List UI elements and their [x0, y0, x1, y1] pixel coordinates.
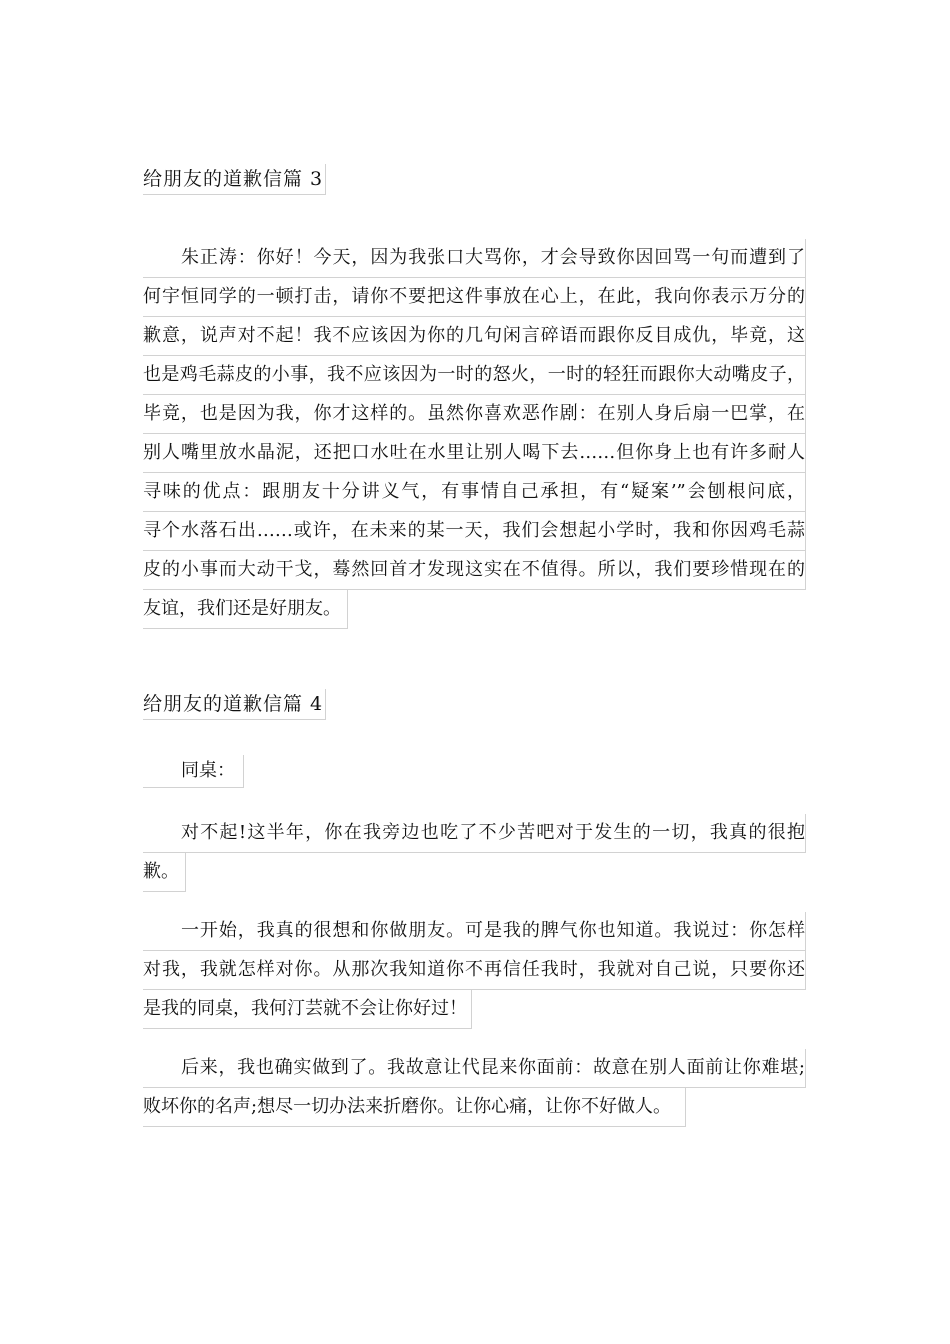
text-line: 友谊，我们还是好朋友。 [143, 590, 348, 629]
text-line: 也是鸡毛蒜皮的小事，我不应该因为一时的怒火，一时的轻狂而跟你大动嘴皮子， [143, 356, 806, 395]
text-line: 对我，我就怎样对你。从那次我知道你不再信任我时，我就对自己说，只要你还 [143, 951, 806, 990]
text-line: 对不起!这半年，你在我旁边也吃了不少苦吧对于发生的一切，我真的很抱 [143, 814, 806, 853]
text-line: 朱正涛：你好！今天，因为我张口大骂你，才会导致你因回骂一句而遭到了 [143, 239, 806, 278]
text-line: 歉。 [143, 853, 186, 892]
text-line: 皮的小事而大动干戈，蓦然回首才发现这实在不值得。所以，我们要珍惜现在的 [143, 551, 806, 590]
text-line: 别人嘴里放水晶泥，还把口水吐在水里让别人喝下去……但你身上也有许多耐人 [143, 434, 806, 473]
text-line: 寻味的优点：跟朋友十分讲义气，有事情自己承担，有“疑案’”会刨根问底， [143, 473, 806, 512]
text-line: 歉意，说声对不起！我不应该因为你的几句闲言碎语而跟你反目成仇，毕竟，这 [143, 317, 806, 356]
text-line: 一开始，我真的很想和你做朋友。可是我的脾气你也知道。我说过：你怎样 [143, 912, 806, 951]
text-line: 何宇恒同学的一顿打击，请你不要把这件事放在心上，在此，我向你表示万分的 [143, 278, 806, 317]
text-line: 败坏你的名声;想尽一切办法来折磨你。让你心痛，让你不好做人。 [143, 1088, 686, 1127]
section-heading: 给朋友的道歉信篇 4 [143, 689, 326, 720]
text-line: 寻个水落石出……或许，在未来的某一天，我们会想起小学时，我和你因鸡毛蒜 [143, 512, 806, 551]
section-heading: 给朋友的道歉信篇 3 [143, 164, 326, 195]
text-line: 毕竟，也是因为我，你才这样的。虽然你喜欢恶作剧：在别人身后扇一巴掌，在 [143, 395, 806, 434]
text-line: 后来，我也确实做到了。我故意让代昆来你面前：故意在别人面前让你难堪; [143, 1049, 806, 1088]
text-line: 是我的同桌，我何汀芸就不会让你好过！ [143, 990, 472, 1029]
text-line: 同桌： [143, 755, 244, 788]
